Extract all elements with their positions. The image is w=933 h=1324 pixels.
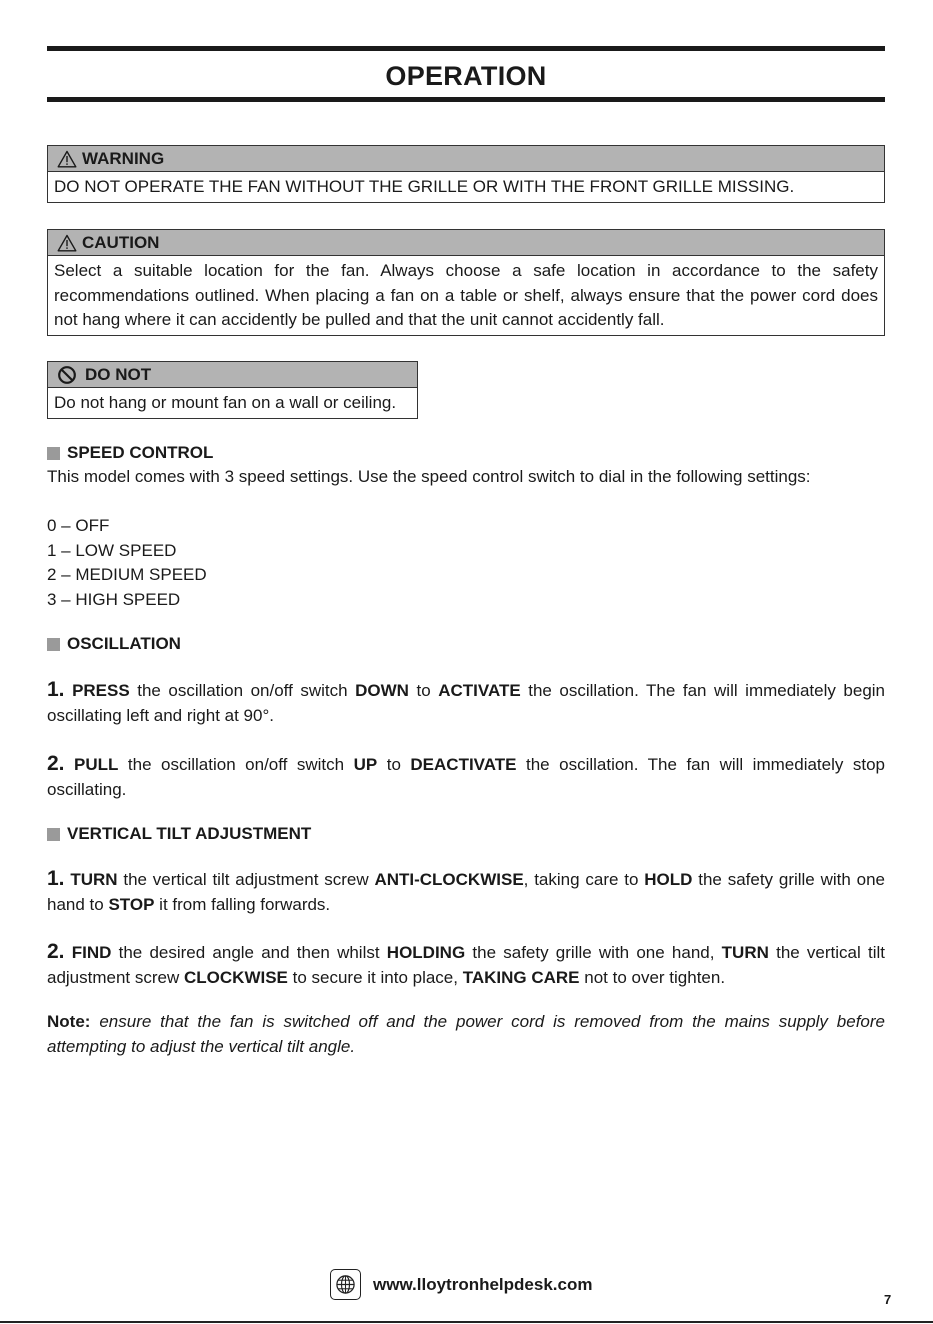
- donot-header: [48, 362, 417, 388]
- warning-box: [47, 145, 885, 203]
- bold-term: PULL: [74, 755, 119, 774]
- bold-term: UP: [353, 755, 378, 774]
- donot-label: DO NOT: [85, 364, 152, 384]
- speed-setting-item: 0 – OFF: [47, 516, 110, 535]
- oscillation-title: OSCILLATION: [67, 634, 181, 653]
- tilt-heading: [47, 824, 311, 844]
- step-number: 1.: [47, 867, 65, 890]
- bold-term: ACTIVATE: [438, 681, 521, 700]
- step-text: to: [377, 755, 411, 774]
- globe-icon: [330, 1269, 361, 1300]
- step-text: the oscillation. The fan will immediately stop oscillating.: [47, 755, 886, 799]
- title-underline: [47, 97, 885, 102]
- step-text: the vertical tilt adjustment screw: [117, 870, 375, 889]
- bold-term: TURN: [70, 870, 118, 889]
- caution-text: Select a suitable location for the fan. Always choose a safe location in accordance to the safety recommendations outlined. When placing a fan on a table or shelf, always ensure that the power cord does not hang where it can accidently be pulled and that the unit cannot accidently fall.: [54, 261, 878, 329]
- caution-label: CAUTION: [82, 232, 160, 252]
- note-text: ensure that the fan is switched off and the power cord is removed from the mains supply before attempting to adjust the vertical tilt angle.: [47, 1012, 885, 1056]
- oscillation-heading: [47, 634, 181, 654]
- speed-setting-item: 3 – HIGH SPEED: [47, 589, 181, 609]
- bold-term: TAKING CARE: [462, 967, 580, 987]
- page-title: OPERATION: [385, 61, 547, 91]
- step-number: 2.: [47, 940, 65, 963]
- bold-term: HOLD: [644, 870, 693, 889]
- warning-label: WARNING: [82, 148, 165, 168]
- page-number: 7: [884, 1292, 892, 1307]
- note-label: Note:: [47, 1012, 91, 1031]
- bold-term: STOP: [108, 894, 155, 914]
- speed-setting-item: 2 – MEDIUM SPEED: [47, 565, 207, 584]
- note-paragraph: [47, 1010, 885, 1059]
- step-text: the oscillation on/off switch: [118, 755, 354, 774]
- step-text: it from falling forwards.: [154, 894, 331, 914]
- step-text: the oscillation on/off switch: [129, 681, 356, 700]
- bullet-square-icon: [47, 638, 60, 651]
- speed-control-heading: [47, 443, 213, 463]
- top-rule: [47, 46, 885, 51]
- step-text: the safety grille with one hand to: [47, 870, 885, 914]
- caution-triangle-icon: [57, 234, 77, 252]
- warning-text: DO NOT OPERATE THE FAN WITHOUT THE GRILLE OR WITH THE FRONT GRILLE MISSING.: [54, 177, 795, 196]
- oscillation-step-1: [47, 678, 885, 728]
- step-number: 1.: [47, 678, 65, 701]
- bullet-square-icon: [47, 447, 60, 460]
- speed-setting-item: 1 – LOW SPEED: [47, 540, 177, 560]
- donot-box: [47, 361, 418, 419]
- warning-triangle-icon: [57, 150, 77, 168]
- step-number: 2.: [47, 752, 65, 775]
- bullet-square-icon: [47, 828, 60, 841]
- bold-term: CLOCKWISE: [184, 967, 288, 987]
- bold-term: FIND: [71, 943, 112, 962]
- bold-term: TURN: [721, 943, 769, 962]
- caution-header: [48, 230, 884, 256]
- tilt-step-1: [47, 867, 885, 917]
- step-text: , taking care to: [523, 870, 645, 889]
- website-url[interactable]: www.lloytronhelpdesk.com: [373, 1274, 593, 1294]
- tilt-title: VERTICAL TILT ADJUSTMENT: [67, 824, 312, 843]
- step-text: to secure it into place,: [287, 967, 463, 987]
- step-text: the safety grille with one hand,: [465, 943, 722, 962]
- tilt-step-2: [47, 940, 885, 990]
- prohibited-icon: [57, 365, 77, 385]
- oscillation-step-2: [47, 752, 885, 802]
- bold-term: HOLDING: [386, 943, 466, 962]
- step-text: the desired angle and then whilst: [111, 943, 387, 962]
- caution-box: [47, 229, 885, 336]
- bold-term: ANTI-CLOCKWISE: [374, 870, 524, 889]
- step-text: to: [408, 681, 439, 700]
- bold-term: DEACTIVATE: [410, 755, 517, 774]
- warning-header: [48, 146, 884, 172]
- step-text: the vertical tilt adjustment screw: [47, 943, 885, 987]
- step-text: not to over tighten.: [579, 967, 726, 987]
- footer-website: [330, 1269, 592, 1300]
- donot-text: Do not hang or mount fan on a wall or ceiling.: [54, 393, 397, 412]
- speed-intro: This model comes with 3 speed settings. Use the speed control switch to dial in the following settings:: [47, 467, 811, 486]
- bold-term: DOWN: [355, 681, 409, 700]
- step-text: the oscillation. The fan will immediately begin oscillating left and right at 90°.: [47, 681, 886, 725]
- bold-term: PRESS: [72, 681, 130, 700]
- page-bottom-edge: [0, 1321, 933, 1323]
- speed-settings-list: [47, 514, 885, 612]
- speed-control-title: SPEED CONTROL: [67, 443, 214, 462]
